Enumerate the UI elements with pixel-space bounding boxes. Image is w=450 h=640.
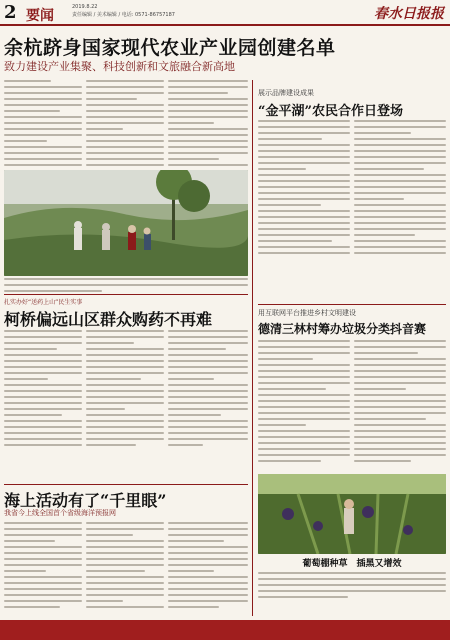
section-label: 要闻 <box>26 8 54 24</box>
lead-column-2 <box>86 80 164 176</box>
lead-headline: 余杭跻身国家现代农业产业园创建名单 <box>4 37 336 59</box>
lead-column-1 <box>4 80 82 176</box>
side-mid-column-2 <box>354 340 446 466</box>
newspaper-logo: 春水日报报 <box>374 6 444 22</box>
issue-date: 2019.8.22 <box>72 4 98 10</box>
story-left-column-3 <box>168 330 248 450</box>
side-mid-kicker: 用互联网平台推进乡村文明建设 <box>258 309 356 317</box>
story-bottom-subheadline: 我省今上线全国首个省级海洋预报网 <box>4 509 116 517</box>
vineyard-photo-caption: 葡萄棚种草 插黑又增效 <box>302 559 402 569</box>
section-divider <box>4 294 248 295</box>
story-left-headline: 柯桥偏远山区群众购药不再难 <box>4 310 213 329</box>
column-divider <box>252 80 253 616</box>
vineyard-photo-text <box>258 572 446 602</box>
story-left-column-1 <box>4 330 82 450</box>
masthead <box>0 0 450 26</box>
footer-bar <box>0 620 450 640</box>
side-mid-headline: 德清三林村筹办垃圾分类抖音赛 <box>258 322 427 336</box>
side-top-column-2 <box>354 120 446 258</box>
section-divider-bottom <box>4 484 248 485</box>
story-bottom-headline: 海上活动有了“千里眼” <box>4 491 167 510</box>
story-bottom-column-3 <box>168 522 248 612</box>
side-divider <box>258 304 446 305</box>
story-left-column-2 <box>86 330 164 450</box>
editor-info: 责任编辑 / 美术编辑 / 电话: 0571-86757187 <box>72 12 175 18</box>
header-meta <box>72 3 175 19</box>
lead-column-3 <box>168 80 248 176</box>
side-top-headline: “金平湖”农民合作日登场 <box>258 104 403 119</box>
story-left-kicker: 扎实办好“送药上山”民生实事 <box>4 299 83 306</box>
story-bottom-column-1 <box>4 522 82 612</box>
side-top-kicker: 展示品牌建设成果 <box>258 89 314 97</box>
story-bottom-column-2 <box>86 522 164 612</box>
lead-subheadline: 致力建设产业集聚、科技创新和文旅融合新高地 <box>4 60 235 73</box>
side-mid-column-1 <box>258 340 350 466</box>
vineyard-photo <box>258 474 446 554</box>
lead-photo <box>4 170 248 276</box>
side-top-column-1 <box>258 120 350 258</box>
page-number: 2 <box>4 2 17 23</box>
